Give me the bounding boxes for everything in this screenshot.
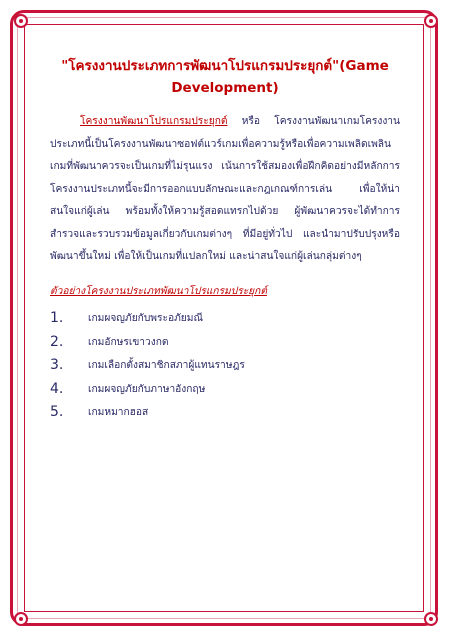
examples-heading: ตัวอย่างโครงงานประเภทพัฒนาโปรแกรมประยุกต์ (50, 285, 267, 297)
list-item-text: เกมผจญภัยกับพระอภัยมณี (88, 313, 203, 325)
list-item-number: 2. (50, 333, 64, 350)
examples-list (50, 307, 400, 425)
list-item-text: เกมเลือกตั้งสมาชิกสภาผู้แทนราษฎร (88, 360, 245, 372)
list-item (50, 307, 400, 331)
title-line-2: Development) (171, 80, 279, 96)
paragraph-body: หรือ โครงงานพัฒนาเกมโครงงานประเภทนี้เป็นโครงงานพัฒนาซอฟต์แวร์เกมเพื่อความรู้หรือเพื่อความเพลิดเพลิน เกมที่พัฒนาควรจะเป็นเกมที่ไม่รุนแรง เน้นการใช้สมองเพื่อฝึกคิดอย่างมีหลักการ โครงงานประเภทนี้จะมีการออกแบบลักษณะและกฎเกณฑ์การเล่น เพื่อให้น่าสนใจแก่ผู้เล่น พร้อมทั้งให้ความรู้สอดแทรกไปด้วย ผู้พัฒนาควรจะได้ทำการสำรวจและรวบรวมข้อมูลเกี่ยวกับเกมต่างๆ ที่มีอยู่ทั่วไป และนำมาปรับปรุงหรือพัฒนาขึ้นใหม่ เพื่อให้เป็นเกมที่แปลกใหม่ และน่าสนใจแก่ผู้เล่นกลุ่มต่างๆ (50, 116, 400, 262)
list-item-number: 5. (50, 404, 64, 421)
list-item (50, 401, 400, 425)
corner-ornament-top-right (424, 14, 438, 28)
corner-ornament-bottom-right (424, 612, 438, 626)
document-body (50, 55, 400, 424)
page-title (50, 55, 400, 99)
list-item-text: เกมหมากฮอส (88, 407, 149, 419)
intro-paragraph (50, 111, 400, 269)
list-item-text: เกมอักษรเขาวงกต (88, 336, 169, 348)
corner-ornament-bottom-left (14, 612, 28, 626)
list-item (50, 330, 400, 354)
list-item-text: เกมผจญภัยกับภาษาอังกฤษ (88, 383, 206, 395)
paragraph-lead-term: โครงงานพัฒนาโปรแกรมประยุกต์ (80, 116, 228, 127)
list-item (50, 377, 400, 401)
list-item (50, 354, 400, 378)
list-item-number: 4. (50, 380, 64, 397)
list-item-number: 1. (50, 310, 64, 327)
title-line-1: "โครงงานประเภทการพัฒนาโปรแกรมประยุกต์"(Game (61, 58, 389, 74)
list-item-number: 3. (50, 357, 64, 374)
corner-ornament-top-left (14, 14, 28, 28)
